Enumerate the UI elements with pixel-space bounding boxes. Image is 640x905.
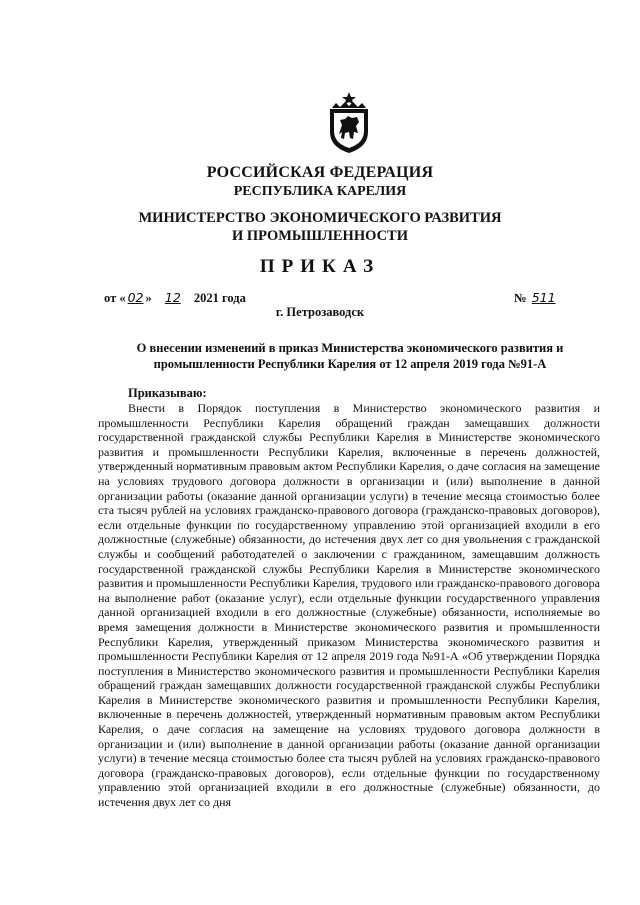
- ministry-heading-line1: МИНИСТЕРСТВО ЭКОНОМИЧЕСКОГО РАЗВИТИЯ: [138, 210, 502, 226]
- date-prefix: от «: [104, 291, 126, 305]
- coat-of-arms-icon: [326, 92, 372, 154]
- number-prefix: №: [514, 291, 527, 305]
- date-mid: »: [145, 291, 152, 305]
- date-month: 12: [164, 290, 181, 305]
- country-heading: РОССИЙСКАЯ ФЕДЕРАЦИЯ: [206, 164, 434, 181]
- number-value: 511: [531, 290, 556, 305]
- document-number: [514, 290, 558, 306]
- republic-heading: РЕСПУБЛИКА КАРЕЛИЯ: [233, 184, 407, 199]
- ministry-heading-line2: И ПРОМЫШЛЕННОСТИ: [232, 228, 408, 244]
- document-type-title: ПРИКАЗ: [259, 256, 381, 277]
- city-line: г. Петрозаводск: [275, 305, 365, 319]
- body-paragraph: Внести в Порядок поступления в Министерство экономического развития и промышленности Республики Карелия обращений граждан замещавших должности государственной гражданской службы Республики Карелия в Министерстве экономического развития и промышленности Республики Карелия, включенные в перечень должностей, утвержденный нормативным правовым актом Республики Карелия, о даче согласия на замещение на условиях трудового договора должности в организации и (или) выполнение в данной организации работы (оказание данной организации услуги) в течение месяца стоимостью более ста тысяч рублей на условиях гражданско-правового договора (гражданско-правовых договоров), если отдельные функции по государственному управлению этой организацией входили в его должностные (служебные) обязанности, до истечения двух лет со дня увольнения с гражданской службы и сообщений работодателей о заключении с гражданином, замещавшим должность государственной гражданской службы Республики Карелия в Министерстве экономического развития и промышленности Республики Карелия, трудового или гражданско-правового договора на выполнение работ (оказание услуг), если отдельные функции государственного управления данной организацией входили в его должностные (служебные) обязанности, исполняемые во время замещения должности в Министерстве экономического развития и промышленности Республики Карелия, утвержденный приказом Министерства экономического развития и промышленности Республики Карелия от 12 апреля 2019 года №91-А «Об утверждении Порядка поступления в Министерство экономического развития и промышленности Республики Карелия обращений граждан замещавших должности государственной гражданской службы Республики Карелия в Министерстве экономического развития и промышленности Республики Карелия, включенные в перечень должностей, утвержденный нормативным правовым актом Республики Карелия, о даче согласия на замещение на условиях трудового договора должности в организации и (или) выполнение в данной организации работы (оказание данной организации услуги) в течение месяца стоимостью более ста тысяч рублей на условиях гражданско-правового договора (гражданско-правовых договоров), если отдельные функции по государственному управлению этой организацией входили в его должностные (служебные) обязанности, до истечения двух лет со дня: [98, 401, 600, 810]
- order-word: Приказываю:: [128, 386, 207, 400]
- date-year: 2021 года: [193, 291, 246, 305]
- document-subject: О внесении изменений в приказ Министерства экономического развития и промышленности Республики Карелия от 12 апреля 2019 года №91-А: [136, 341, 564, 371]
- date-day: 02: [127, 290, 144, 305]
- document-date: [104, 290, 246, 306]
